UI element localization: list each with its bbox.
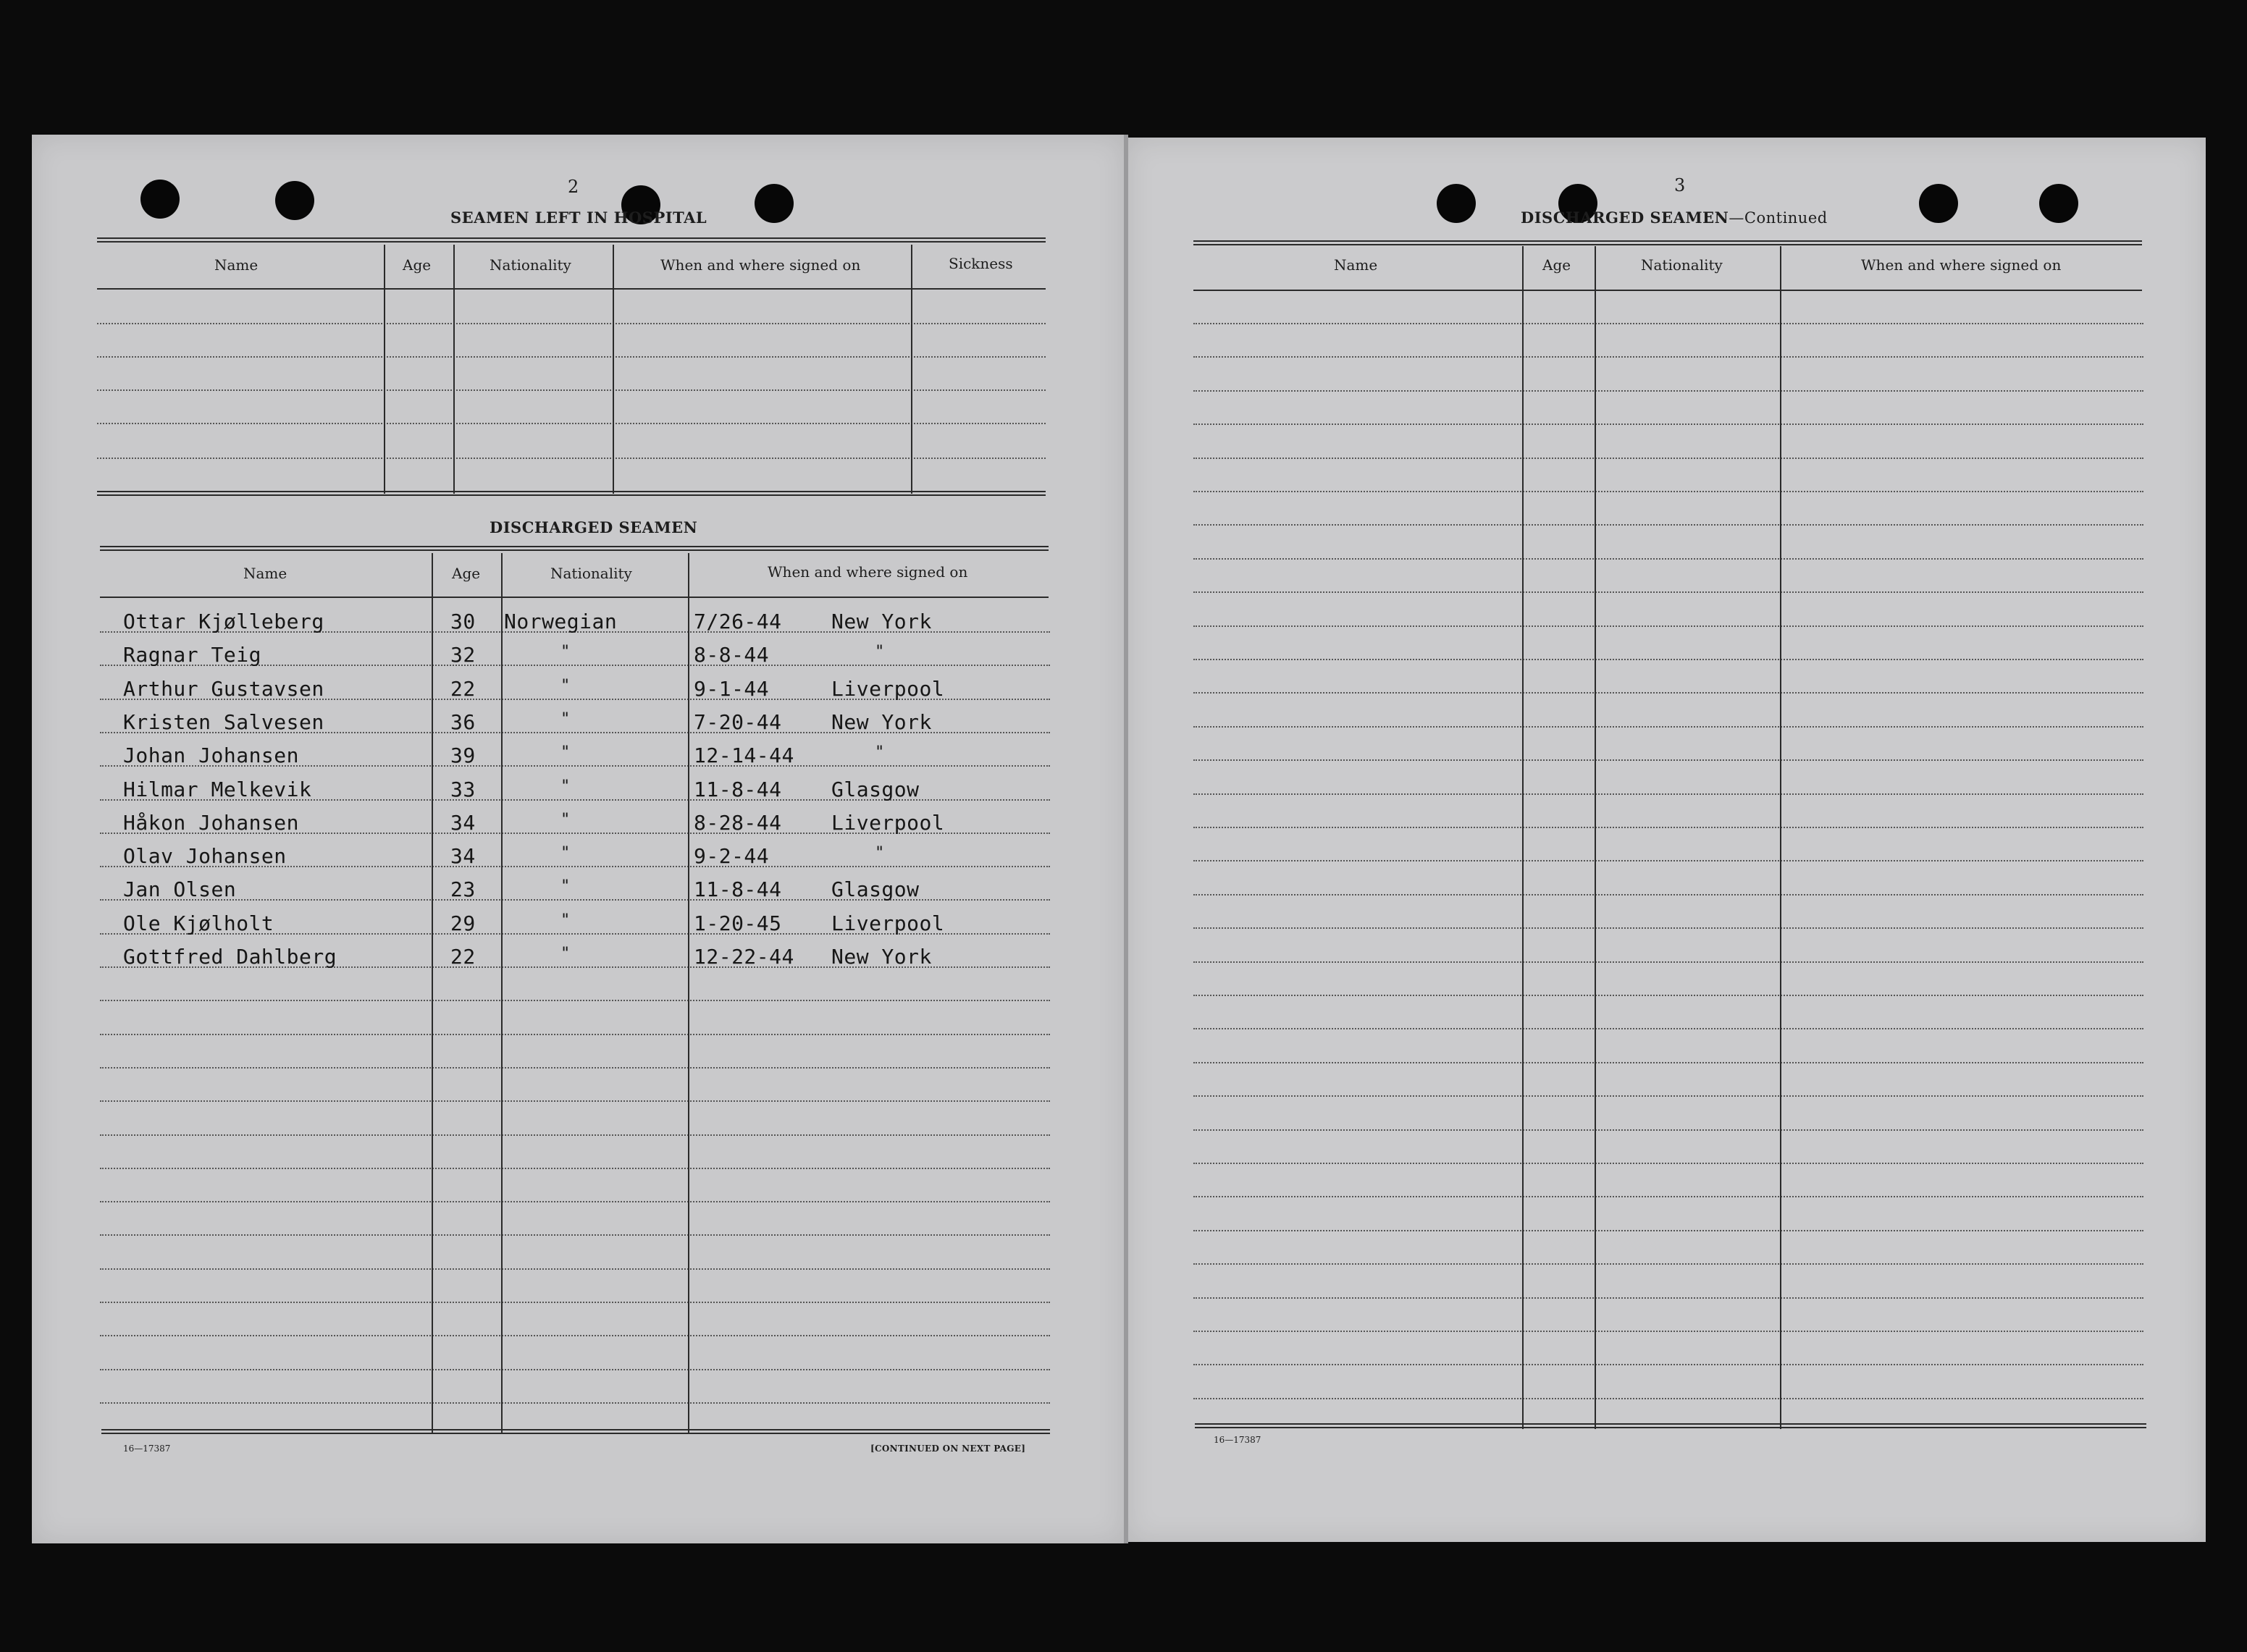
right-column-divider (1522, 246, 1524, 1429)
entry-nationality: " (560, 743, 571, 762)
entry-name: Hilmar Melkevik (123, 777, 312, 801)
entry-place: Liverpool (831, 911, 945, 935)
entry-name: Ole Kjølholt (123, 911, 274, 935)
entry-nationality: " (560, 643, 571, 662)
row-line (1193, 558, 2143, 560)
entry-age: 29 (450, 911, 476, 935)
row-line (100, 1335, 1050, 1336)
entry-age: 23 (450, 877, 476, 902)
entry-age: 39 (450, 743, 476, 768)
row-line (100, 1302, 1050, 1303)
hospital-section-title: SEAMEN LEFT IN HOSPITAL (450, 208, 707, 227)
row-line (1193, 827, 2143, 828)
row-line (1193, 1028, 2143, 1029)
punch-hole (2039, 184, 2078, 223)
row-line (1193, 1163, 2143, 1164)
entry-name: Håkon Johansen (123, 810, 300, 835)
right-header-rule (1193, 290, 2142, 291)
entry-place: Glasgow (831, 877, 920, 902)
row-line (100, 1402, 1050, 1404)
entry-age: 30 (450, 610, 476, 633)
row-line (1193, 1095, 2143, 1097)
row-line (1193, 591, 2143, 593)
punch-hole (1919, 184, 1958, 223)
row-line (1193, 458, 2143, 459)
hospital-row-line (97, 323, 1046, 324)
discharged-col-age: Age (452, 565, 481, 582)
right-column-divider (1780, 246, 1781, 1429)
discharged-column-divider (688, 553, 689, 1433)
row-line (1193, 1364, 2143, 1365)
row-line (1193, 524, 2143, 526)
right-table-top-rule (1193, 240, 2142, 245)
hospital-column-divider (384, 245, 385, 494)
row-line (1193, 726, 2143, 728)
row-line (1193, 1230, 2143, 1231)
entry-name: Ragnar Teig (123, 643, 261, 667)
left-page (32, 135, 1125, 1543)
row-line (100, 1067, 1050, 1069)
hospital-row-line (97, 356, 1046, 358)
row-line (1193, 1263, 2143, 1265)
entry-name: Jan Olsen (123, 877, 237, 902)
right-title-suffix: —Continued (1729, 209, 1828, 227)
entry-date: 8-28-44 (694, 810, 782, 835)
page-seam (1124, 135, 1128, 1543)
entry-name: Olav Johansen (123, 844, 287, 869)
entry-age: 34 (450, 810, 476, 835)
entry-place: " (875, 643, 885, 662)
entry-nationality: " (560, 676, 571, 695)
row-line (1193, 1398, 2143, 1399)
entry-date: 1-20-45 (694, 911, 782, 935)
row-line (1193, 323, 2143, 324)
right-col-age: Age (1542, 256, 1571, 274)
row-line (1193, 625, 2143, 627)
entry-nationality: " (560, 777, 571, 796)
row-line (1193, 894, 2143, 895)
right-col-signed-on: When and where signed on (1861, 256, 2062, 274)
entry-name: Arthur Gustavsen (123, 676, 324, 701)
row-line (1193, 356, 2143, 358)
entry-age: 36 (450, 709, 476, 734)
hospital-row-line (97, 423, 1046, 424)
hospital-column-divider (613, 245, 614, 494)
discharged-table-top-rule (100, 546, 1049, 551)
row-line (1193, 692, 2143, 694)
punch-hole (1437, 184, 1476, 223)
entry-date: 12-14-44 (694, 743, 794, 768)
continued-note: [CONTINUED ON NEXT PAGE] (870, 1444, 1026, 1454)
entry-place: New York (831, 945, 932, 969)
row-line (100, 1000, 1050, 1001)
entry-place: New York (831, 610, 932, 633)
entry-nationality: Norwegian (504, 610, 618, 633)
entry-nationality: " (560, 709, 571, 728)
hospital-col-name: Name (214, 256, 259, 274)
right-col-name: Name (1334, 256, 1378, 274)
entry-age: 32 (450, 643, 476, 667)
row-line (1193, 961, 2143, 963)
hospital-header-rule (97, 288, 1046, 290)
row-line (1193, 1129, 2143, 1131)
entry-age: 22 (450, 676, 476, 701)
entry-age: 22 (450, 945, 476, 969)
row-line (1193, 1062, 2143, 1063)
hospital-column-divider (911, 245, 912, 494)
entry-date: 7-20-44 (694, 709, 782, 734)
row-line (1193, 659, 2143, 660)
row-line (100, 1234, 1050, 1236)
row-line (100, 1100, 1050, 1102)
discharged-column-divider (501, 553, 503, 1433)
right-table-bottom-rule (1195, 1423, 2146, 1428)
discharged-section-title: DISCHARGED SEAMEN (490, 518, 698, 536)
entry-nationality: " (560, 911, 571, 930)
entry-nationality: " (560, 877, 571, 896)
row-line (1193, 1331, 2143, 1332)
hospital-row-line (97, 389, 1046, 391)
entry-nationality: " (560, 945, 571, 963)
hospital-table-bottom-rule (97, 491, 1046, 496)
entry-nationality: " (560, 810, 571, 829)
row-line (1193, 491, 2143, 492)
discharged-header-rule (100, 597, 1049, 598)
hospital-col-signed-on: When and where signed on (660, 256, 861, 274)
entry-nationality: " (560, 844, 571, 863)
row-line (100, 1134, 1050, 1136)
row-line (100, 1268, 1050, 1270)
right-col-nationality: Nationality (1641, 256, 1723, 274)
punch-hole (140, 180, 180, 219)
entry-name: Gottfred Dahlberg (123, 945, 337, 969)
row-line (1193, 423, 2143, 425)
hospital-col-nationality: Nationality (490, 256, 571, 274)
hospital-table-top-rule (97, 237, 1046, 243)
discharged-column-divider (432, 553, 433, 1433)
entry-date: 8-8-44 (694, 643, 770, 667)
entry-date: 11-8-44 (694, 777, 782, 801)
form-number: 16—17387 (123, 1444, 171, 1454)
entry-place: Liverpool (831, 676, 945, 701)
entry-place: Glasgow (831, 777, 920, 801)
entry-place: " (875, 743, 885, 762)
right-title-main: DISCHARGED SEAMEN (1521, 208, 1729, 227)
discharged-table-bottom-rule (101, 1429, 1050, 1434)
entry-date: 9-1-44 (694, 676, 770, 701)
row-line (1193, 927, 2143, 929)
entry-place: " (875, 844, 885, 863)
hospital-row-line (97, 458, 1046, 459)
entry-place: New York (831, 709, 932, 734)
entry-age: 33 (450, 777, 476, 801)
hospital-column-divider (453, 245, 455, 494)
punch-hole (755, 184, 794, 223)
entry-place: Liverpool (831, 810, 945, 835)
entry-age: 34 (450, 844, 476, 869)
right-column-divider (1595, 246, 1596, 1429)
row-line (1193, 793, 2143, 795)
page-number-right: 3 (1674, 175, 1686, 195)
entry-name: Ottar Kjølleberg (123, 610, 324, 633)
row-line (1193, 1196, 2143, 1197)
row-line (1193, 759, 2143, 761)
right-section-title (1521, 208, 1828, 227)
entry-date: 9-2-44 (694, 844, 770, 869)
discharged-col-name: Name (243, 565, 287, 582)
row-line (100, 1168, 1050, 1169)
row-line (100, 1034, 1050, 1035)
discharged-col-nationality: Nationality (550, 565, 632, 582)
row-line (1193, 390, 2143, 392)
entry-date: 11-8-44 (694, 877, 782, 902)
row-line (1193, 995, 2143, 996)
entry-name: Johan Johansen (123, 743, 300, 768)
row-line (1193, 1297, 2143, 1299)
entry-name: Kristen Salvesen (123, 709, 324, 734)
hospital-col-sickness: Sickness (949, 255, 1013, 272)
form-number-right: 16—17387 (1214, 1435, 1261, 1445)
discharged-col-signed-on: When and where signed on (768, 563, 968, 581)
hospital-col-age: Age (403, 256, 432, 274)
punch-hole (275, 181, 314, 220)
entry-date: 12-22-44 (694, 945, 794, 969)
page-number: 2 (568, 177, 579, 197)
row-line (100, 1201, 1050, 1202)
row-line (1193, 860, 2143, 861)
entry-date: 7/26-44 (694, 610, 782, 633)
row-line (100, 1369, 1050, 1370)
